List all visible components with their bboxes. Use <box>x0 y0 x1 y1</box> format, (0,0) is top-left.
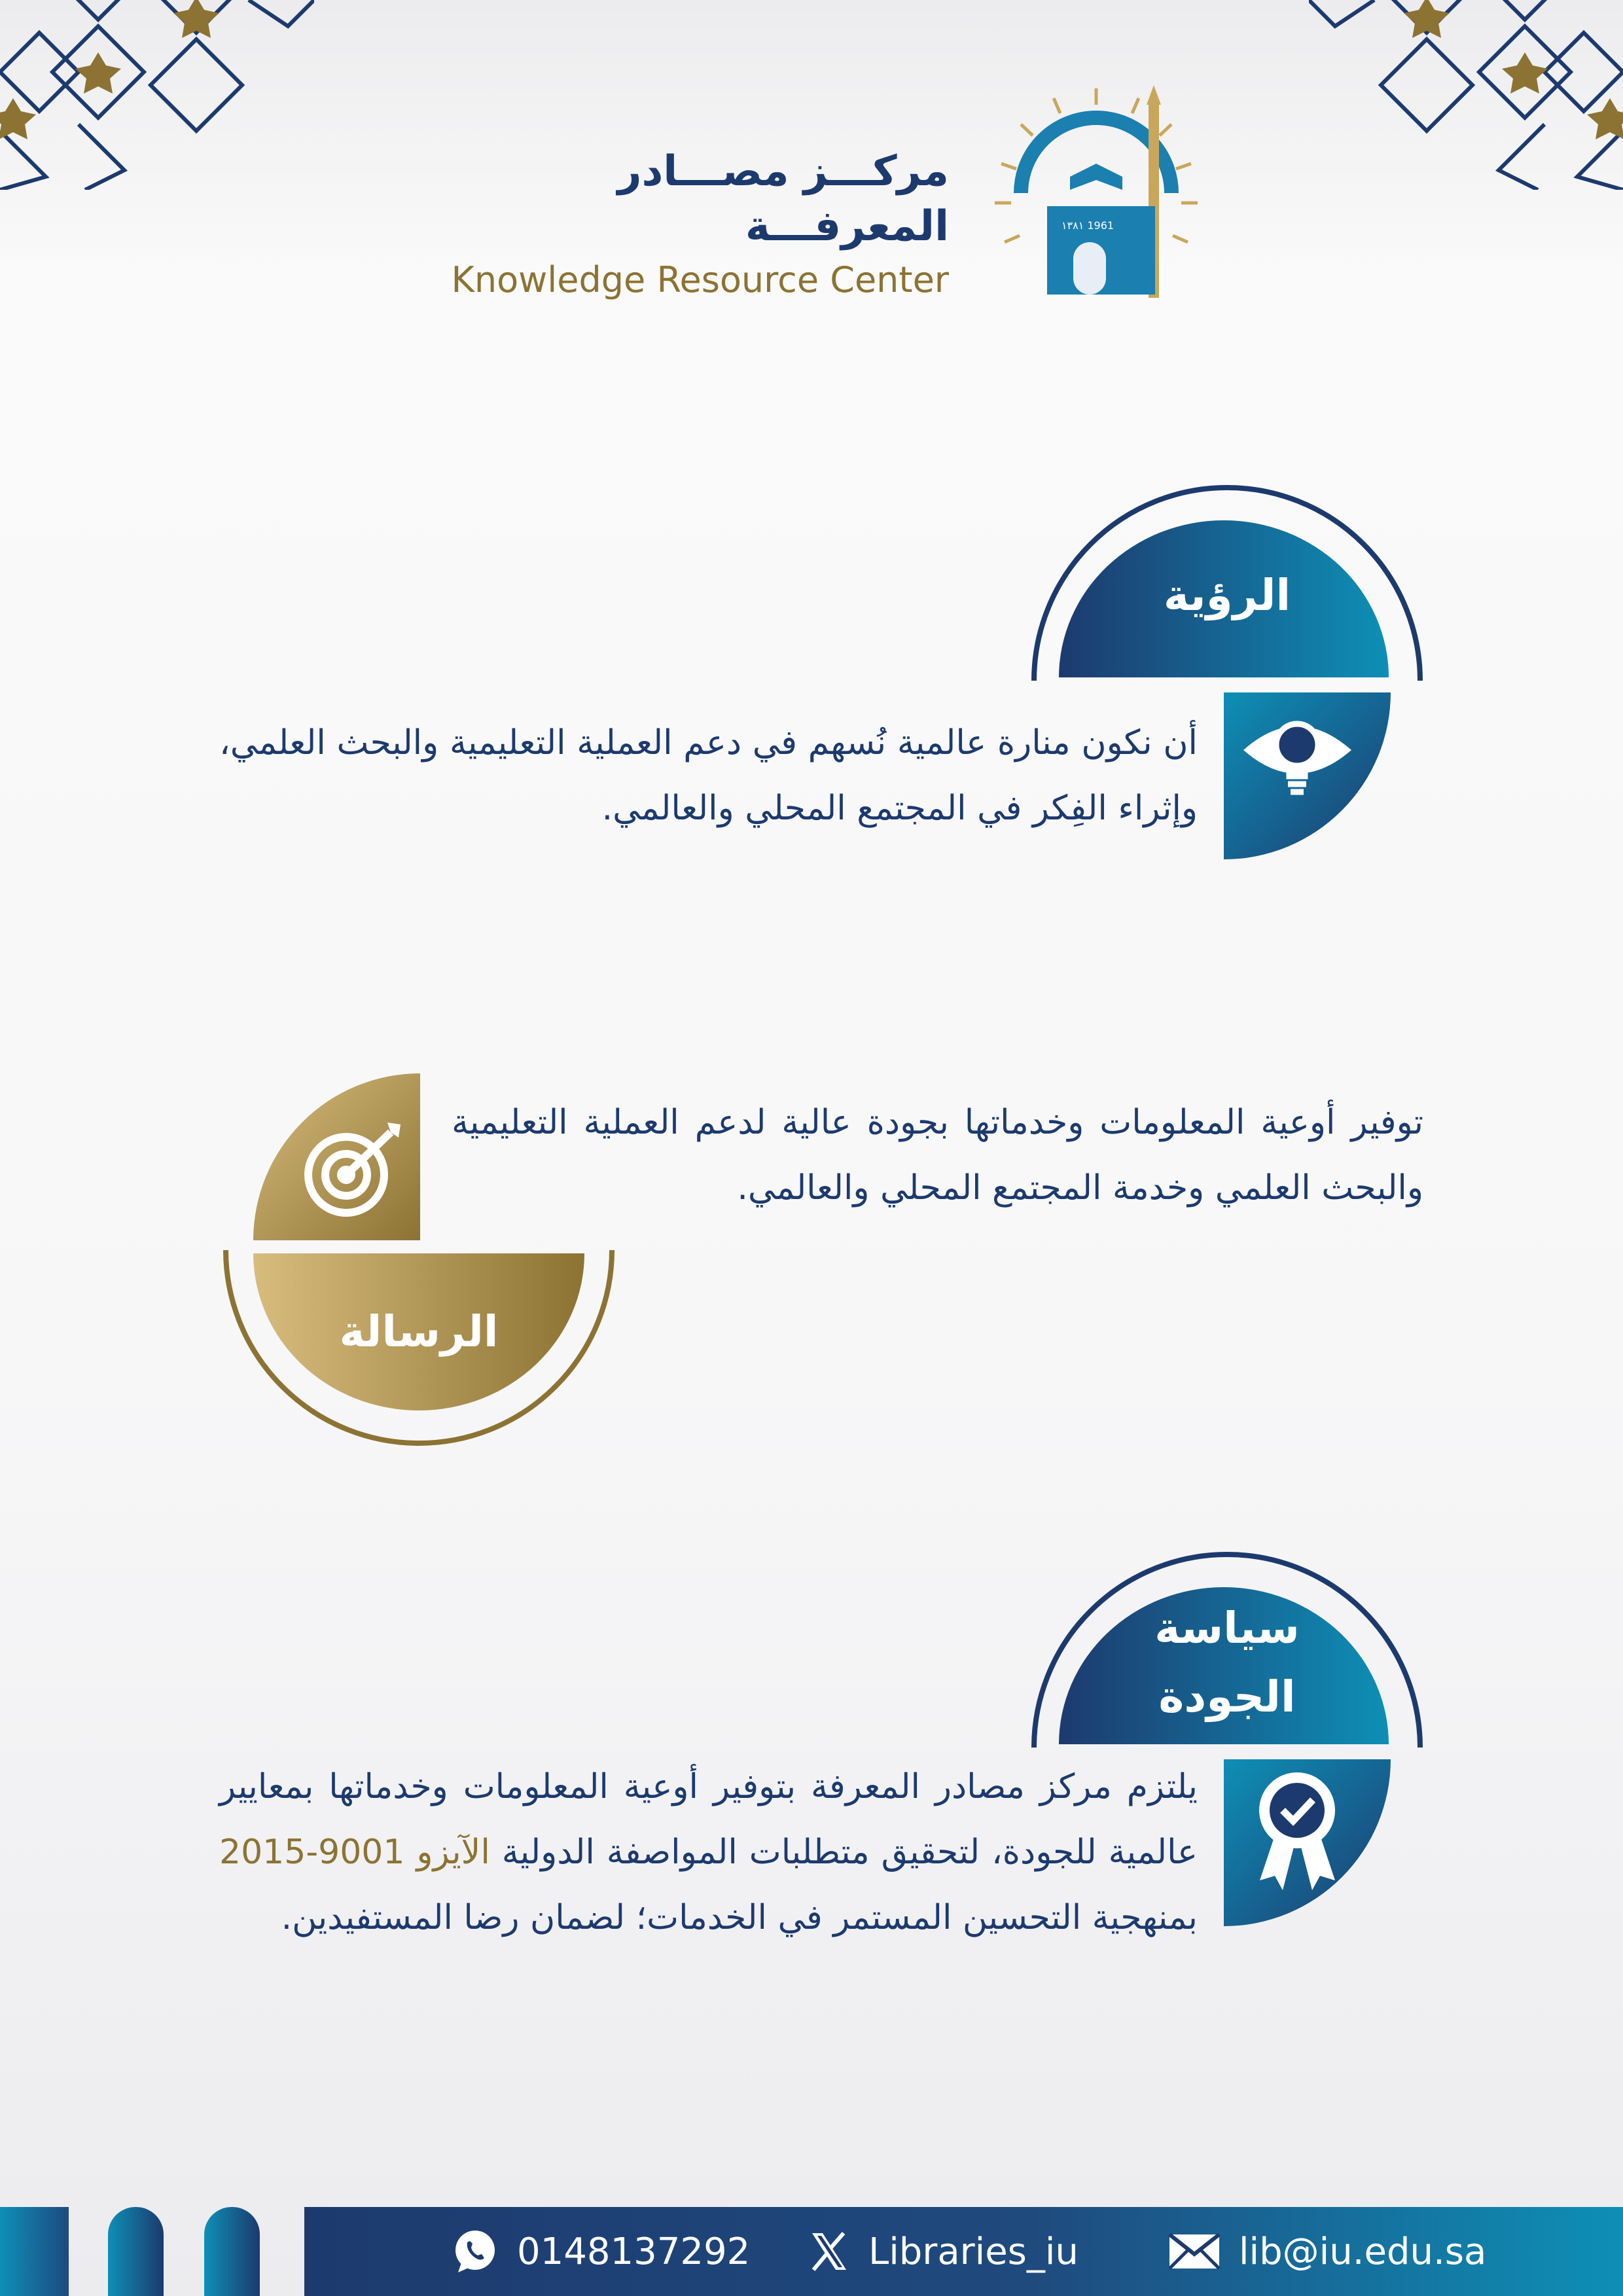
quality-text-part2: بمنهجية التحسين المستمر في الخدمات؛ لضمان رضا المستفيدين. <box>281 1898 1198 1937</box>
vision-text: أن نكون منارة عالمية نُسهم في دعم العملية التعليمية والبحث العلمي، وإثراء الفِكر في المجتمع المحلي والعالمي. <box>219 723 1198 828</box>
mission-text: توفير أوعية المعلومات وخدماتها بجودة عالية لدعم العملية التعليمية والبحث العلمي وخدمة المجتمع المحلي والعالمي. <box>452 1103 1423 1208</box>
quality-text <box>219 1754 1198 1950</box>
corner-ornament-right <box>1309 0 1623 190</box>
whatsapp-icon <box>452 2228 499 2275</box>
logo-year: ١٣٨١ 1961 <box>1061 219 1115 232</box>
envelope-icon <box>1168 2232 1221 2271</box>
quality-title <box>1060 1594 1394 1731</box>
vision-title: الرؤية <box>1163 570 1291 620</box>
org-name-english: Knowledge Resource Center <box>451 259 949 300</box>
brand-block <box>412 144 949 306</box>
footer-stripe <box>204 2207 260 2296</box>
corner-ornament-left <box>0 0 314 190</box>
quality-title-line1: سياسة <box>1154 1603 1300 1653</box>
footer-twitter[interactable] <box>808 2225 1079 2278</box>
mission-title: الرسالة <box>339 1306 499 1357</box>
university-logo <box>975 75 1217 317</box>
quality-text-part1: يلتزم مركز مصادر المعرفة بتوفير أوعية المعلومات وخدماتها بمعايير عالمية للجودة، لتحقيق متطلبات المواصفة الدولية <box>219 1767 1198 1872</box>
email-address: lib@iu.edu.sa <box>1239 2230 1487 2273</box>
vision-icon-tile <box>1224 692 1391 859</box>
quality-title-line2: الجودة <box>1158 1672 1296 1722</box>
org-name-arabic: مركـــز مصـــادر المعرفـــة <box>617 147 949 251</box>
footer-phone[interactable] <box>452 2225 750 2278</box>
phone-number: 0148137292 <box>517 2230 751 2273</box>
iso-standard-highlight: الآيزو 9001-2015 <box>219 1833 490 1872</box>
x-icon <box>808 2231 850 2272</box>
footer-email[interactable] <box>1168 2225 1486 2278</box>
footer-stripe <box>0 2207 69 2296</box>
mission-icon-tile <box>253 1073 420 1240</box>
footer-stripe <box>108 2207 164 2296</box>
quality-icon-tile <box>1224 1759 1391 1926</box>
twitter-handle: Libraries_iu <box>868 2230 1079 2273</box>
